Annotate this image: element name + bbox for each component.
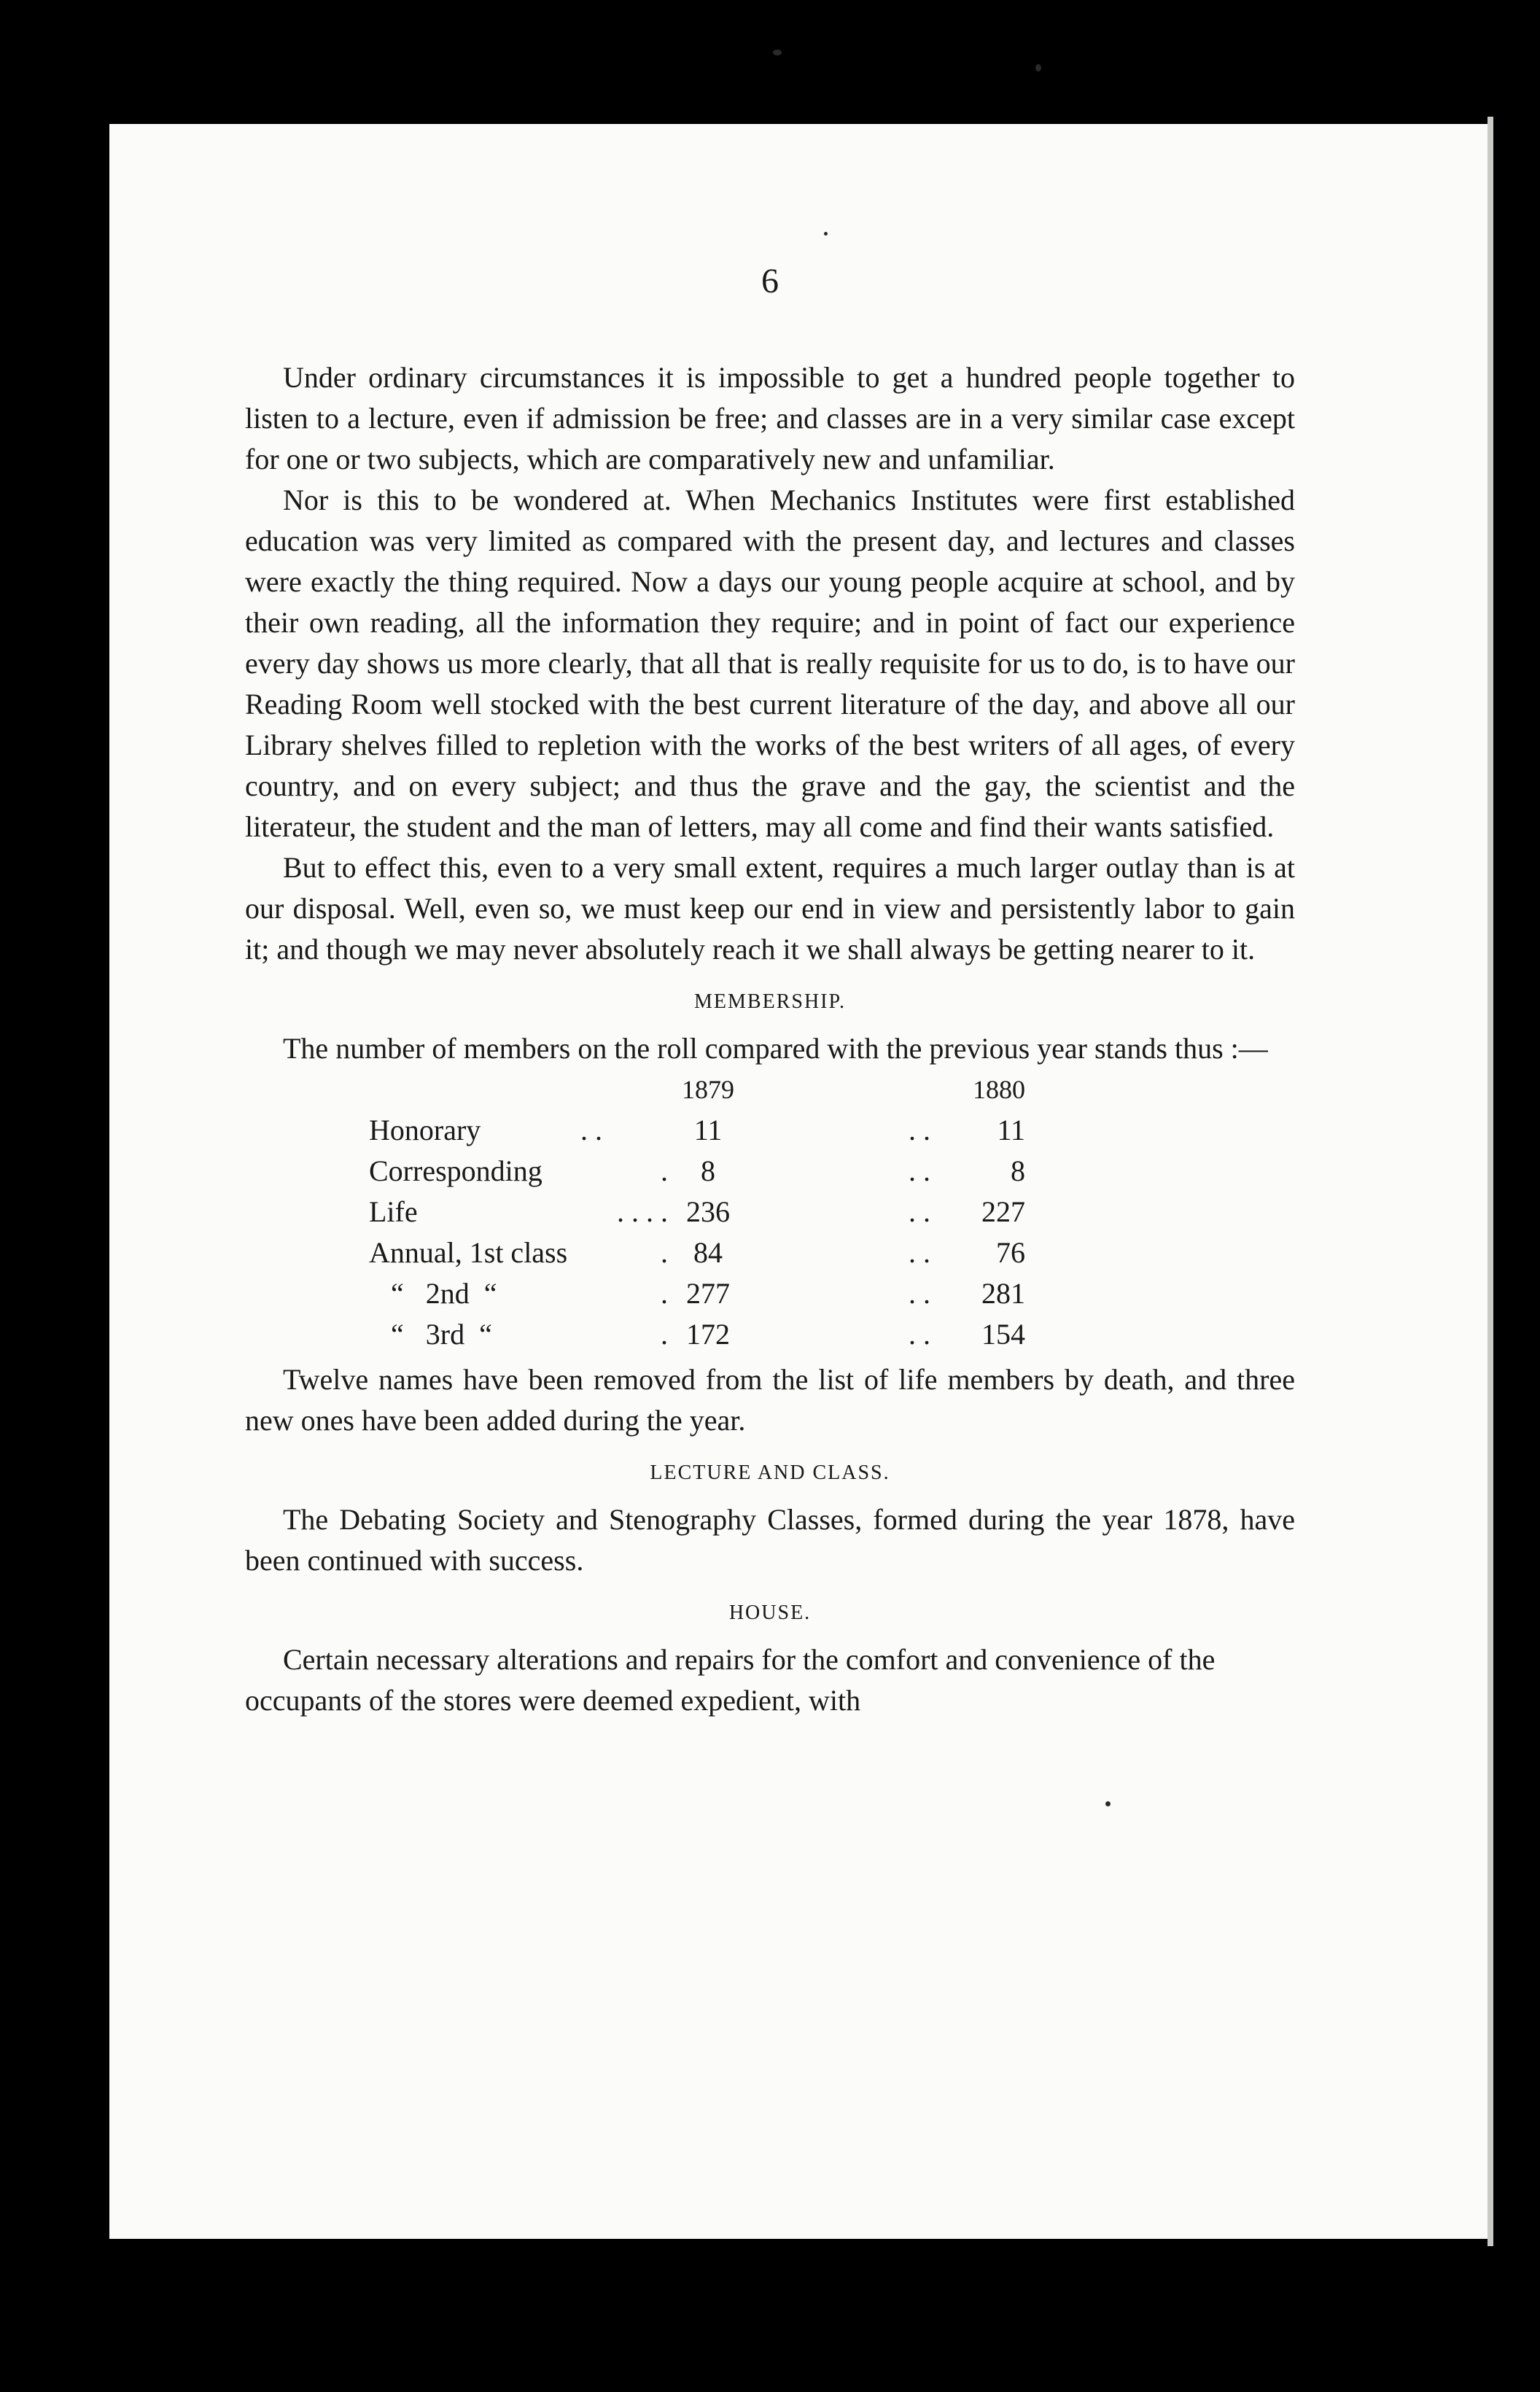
count-1880: 8 [1011, 1154, 1025, 1187]
table-row [245, 1273, 1295, 1314]
leader-dots: . . [909, 1236, 930, 1269]
paragraph: Certain necessary alterations and repairs for the comfort and convenience of the occupants of the stores were deemed expedient, with [245, 1643, 1216, 1717]
year-1880-header: 1880 [973, 1075, 1025, 1104]
scan-speck [1105, 1801, 1111, 1806]
paragraph: Nor is this to be wondered at. When Mechanics Institutes were first established education was very limited as compared with the present day, and lectures and classes were exactly the thing required. Now a days our young people acquire at school, and by their own reading, all the information they require; and in point of fact our experience every day shows us more clearly, that all that is really requisite for us to do, is to have our Reading Room well stocked with the best current literature of the day, and above all our Library shelves filled to repletion with the works of the best writers of all ages, of every country, and on every subject; and thus the grave and the gay, the scientist and the literateur, the student and the man of letters, may all come and find their wants satisfied. [245, 484, 1295, 843]
count-1880: 11 [997, 1114, 1025, 1146]
document-body [245, 261, 1295, 1721]
member-category: Honorary [369, 1114, 481, 1146]
leader-dots: . . [909, 1154, 930, 1187]
table-header-row [245, 1069, 1295, 1110]
year-1879-header: 1879 [682, 1075, 734, 1104]
membership-note: Twelve names have been removed from the list of life members by death, and three new ones have been added during the year. [245, 1363, 1295, 1437]
count-1879: 277 [686, 1277, 730, 1310]
table-row [245, 1314, 1295, 1355]
membership-table [245, 1069, 1295, 1355]
section-heading-lecture-class: LECTURE AND CLASS. [650, 1461, 890, 1484]
count-1879: 8 [701, 1154, 715, 1187]
count-1880: 154 [981, 1318, 1025, 1351]
count-1879: 11 [693, 1114, 723, 1146]
page-edge [1488, 117, 1493, 2246]
leader-dots: . . [909, 1114, 930, 1146]
section-heading-house: HOUSE. [728, 1601, 812, 1624]
leader-dots: . [661, 1236, 668, 1269]
section-heading-membership: MEMBERSHIP. [694, 990, 846, 1013]
count-1879: 236 [686, 1195, 730, 1228]
table-row [245, 1232, 1295, 1273]
page-number: 6 [761, 262, 779, 300]
paragraph: But to effect this, even to a very small extent, requires a much larger outlay than is at our disposal. Well, even so, we must keep our end in view and persistently labor to gain it; and though we may never absolutely reach it we shall always be getting nearer to it. [245, 851, 1295, 966]
count-1879: 172 [686, 1318, 730, 1351]
leader-dots: . [661, 1277, 668, 1310]
leader-dots: . . [580, 1114, 602, 1146]
count-1879: 84 [693, 1236, 723, 1269]
leader-dots: . . . . [617, 1195, 668, 1228]
member-category: Corresponding [369, 1154, 542, 1187]
leader-dots: . . [909, 1318, 930, 1351]
member-category: Life [369, 1195, 418, 1228]
count-1880: 281 [981, 1277, 1025, 1310]
table-row [245, 1151, 1295, 1192]
paragraph: Under ordinary circumstances it is impossible to get a hundred people together to listen to a lecture, even if admission be free; and classes are in a very similar case except for one or two subjects, which are comparatively new and unfamiliar. [245, 361, 1295, 475]
membership-intro: The number of members on the roll compared with the previous year stands thus :— [283, 1032, 1268, 1065]
scan-speck [773, 50, 782, 55]
member-category: “ 3rd “ [369, 1318, 492, 1351]
count-1880: 227 [981, 1195, 1025, 1228]
paragraph: The Debating Society and Stenography Classes, formed during the year 1878, have been continued with success. [245, 1503, 1295, 1577]
scan-speck [1035, 64, 1041, 71]
table-row [245, 1192, 1295, 1232]
scan-speck [824, 232, 828, 236]
member-category: Annual, 1st class [369, 1236, 568, 1269]
leader-dots: . [661, 1318, 668, 1351]
leader-dots: . . [909, 1195, 930, 1228]
leader-dots: . [661, 1154, 668, 1187]
count-1880: 76 [996, 1236, 1025, 1269]
leader-dots: . . [909, 1277, 930, 1310]
table-row [245, 1110, 1295, 1151]
member-category: “ 2nd “ [369, 1277, 497, 1310]
